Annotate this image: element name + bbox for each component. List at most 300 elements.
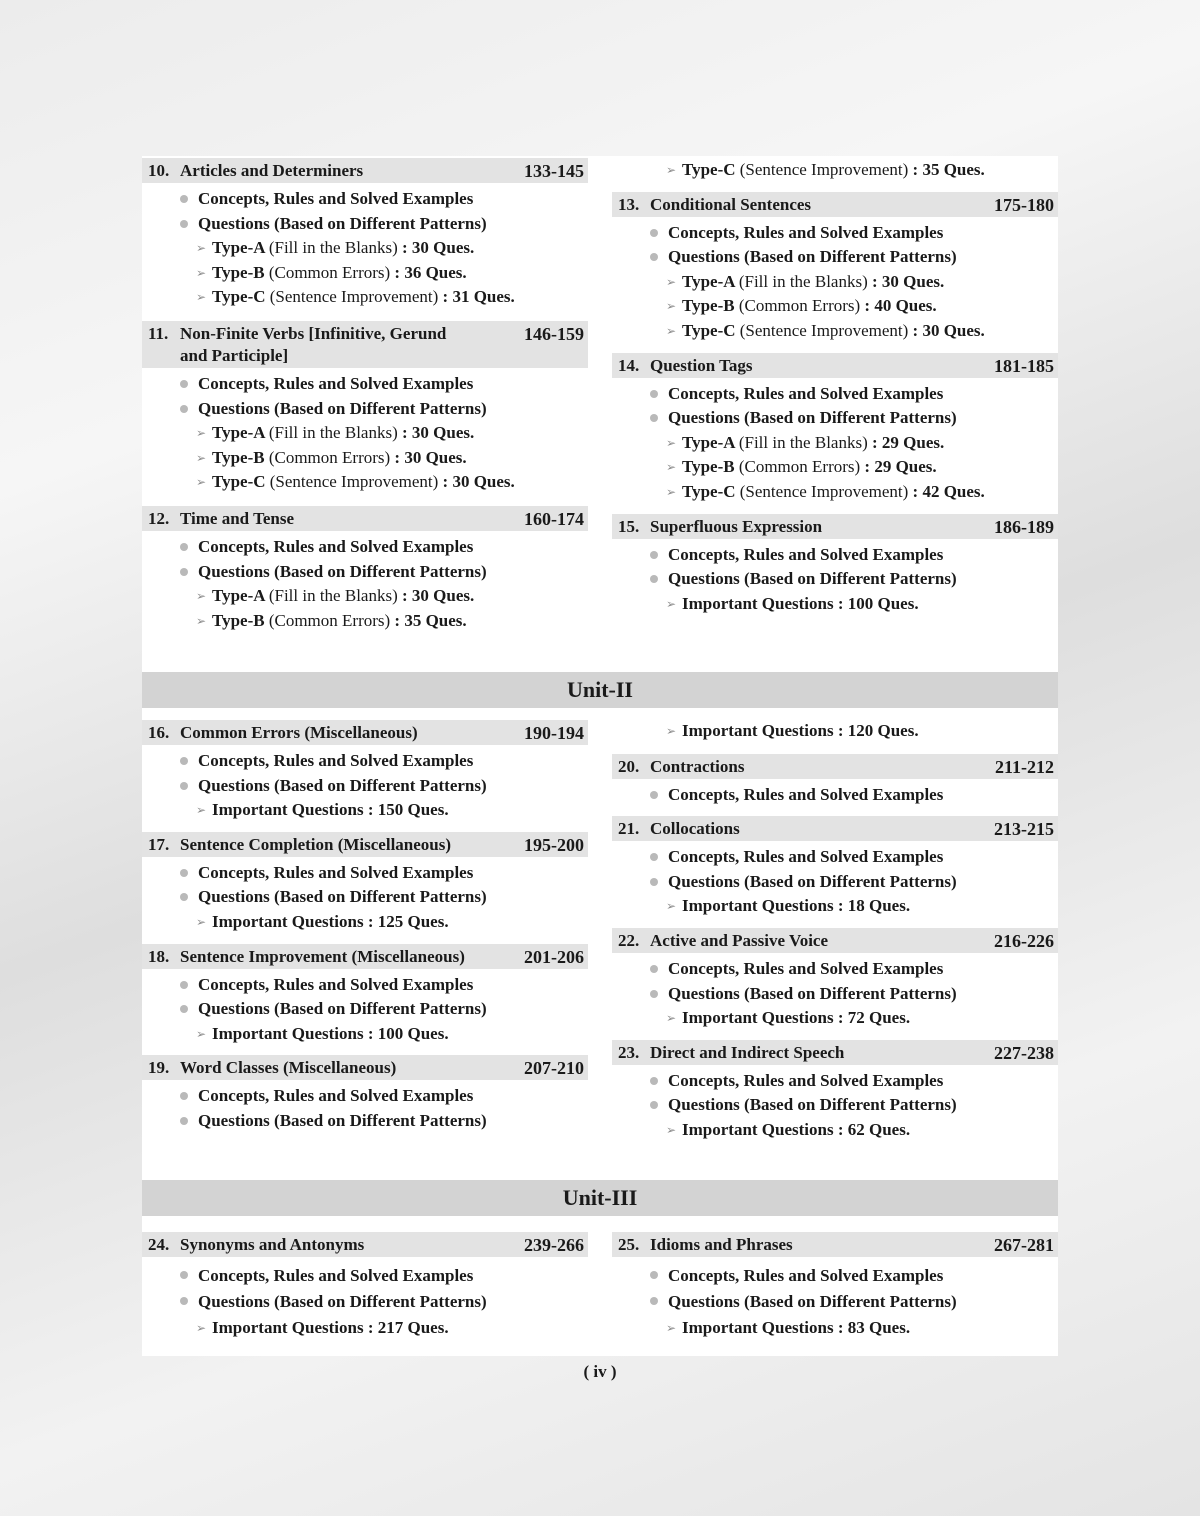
chapter-pages: 146-159 [524, 323, 584, 344]
list-item [612, 567, 1058, 592]
chapter-title: Articles and Determiners [180, 161, 364, 180]
type-desc: (Sentence Improvement) [739, 160, 909, 179]
item-text: Questions (Based on Different Patterns) [668, 247, 957, 267]
sub-item [142, 798, 588, 823]
item-text: Concepts, Rules and Solved Examples [668, 544, 944, 564]
chapter-title: Contractions [650, 756, 745, 776]
chapter-title: Time and Tense [180, 508, 295, 528]
chapter-23[interactable] [612, 1040, 1058, 1143]
bullet-icon [180, 405, 188, 413]
chapter-items [612, 953, 1058, 1031]
page-number: ( iv ) [583, 1362, 617, 1381]
type-count: : 30 Ques. [867, 271, 945, 291]
list-item [612, 870, 1058, 895]
chapter-header[interactable] [142, 158, 588, 183]
arrow-icon: ➢ [666, 323, 677, 338]
chapter-pages: 216-226 [994, 930, 1054, 951]
list-item [612, 1069, 1058, 1094]
bullet-icon [180, 893, 188, 901]
type-count: : 30 Ques. [908, 320, 985, 340]
sub-item-continued [612, 719, 1058, 744]
type-desc: (Sentence Improvement) [269, 287, 439, 307]
type-label: Type-C [212, 472, 266, 492]
type-count: : 29 Ques. [860, 457, 937, 477]
sub-item [142, 236, 588, 261]
chapter-header[interactable] [612, 514, 1058, 539]
important-questions: Important Questions : 100 Ques. [212, 1023, 449, 1043]
sub-item [612, 455, 1058, 480]
item-text: Questions (Based on Different Patterns) [668, 1292, 957, 1311]
bullet-icon [650, 1101, 658, 1109]
item-text: Questions (Based on Different Patterns) [198, 213, 487, 233]
arrow-icon: ➢ [196, 613, 207, 628]
type-label: Type-B [212, 610, 265, 630]
chapter-pages: 267-281 [994, 1235, 1054, 1255]
chapter-number: 15. [618, 516, 640, 536]
list-item [612, 1263, 1058, 1289]
chapter-header[interactable] [142, 1055, 588, 1080]
type-label: Type-B [682, 296, 735, 316]
list-item [612, 1289, 1058, 1315]
bullet-icon [180, 1005, 188, 1013]
list-item [612, 382, 1058, 407]
type-label: Type-C [682, 320, 736, 340]
arrow-icon: ➢ [666, 299, 677, 314]
item-text: Questions (Based on Different Patterns) [198, 999, 487, 1019]
chapter-items [142, 857, 588, 935]
chapter-header[interactable] [612, 816, 1058, 841]
type-label: Type-A [212, 238, 265, 258]
chapter-header[interactable] [142, 720, 588, 745]
list-item [142, 1289, 588, 1315]
type-label: Type-A [682, 432, 735, 452]
list-item [612, 543, 1058, 568]
sub-item [612, 480, 1058, 505]
bullet-icon [650, 551, 658, 559]
chapter-title: Superfluous Expression [650, 516, 823, 536]
arrow-icon: ➢ [666, 163, 677, 177]
bullet-icon [650, 965, 658, 973]
bullet-icon [180, 869, 188, 877]
chapter-header[interactable] [612, 754, 1058, 779]
right-column [612, 719, 1058, 1143]
unit-iii-heading: Unit-III [142, 1180, 1058, 1216]
sub-item [612, 319, 1058, 344]
chapter-items [612, 1065, 1058, 1143]
unit-ii-panel [142, 708, 1058, 1180]
bullet-icon [650, 390, 658, 398]
chapter-title: Question Tags [650, 355, 753, 375]
sub-item [142, 446, 588, 471]
chapter-pages: 195-200 [524, 834, 584, 855]
chapter-items [142, 531, 588, 633]
important-questions: Important Questions : 120 Ques. [682, 721, 919, 740]
chapter-items [612, 841, 1058, 919]
chapter-title: Sentence Improvement (Miscellaneous) [180, 946, 465, 966]
chapter-header[interactable] [142, 944, 588, 969]
chapter-pages: 175-180 [994, 194, 1054, 215]
type-desc: (Fill in the Blanks) [738, 271, 868, 291]
type-desc: (Fill in the Blanks) [268, 586, 398, 606]
chapter-title: Non-Finite Verbs [Infinitive, Gerund and Participle] [180, 323, 447, 365]
chapter-title: Direct and Indirect Speech [650, 1042, 845, 1062]
chapter-header[interactable] [142, 1232, 588, 1257]
arrow-icon: ➢ [196, 1321, 207, 1335]
bullet-icon [180, 1297, 188, 1305]
type-label: Type-B [682, 457, 735, 477]
arrow-icon: ➢ [196, 803, 207, 818]
bullet-icon [180, 1271, 188, 1279]
sub-item [142, 1022, 588, 1047]
left-column [142, 720, 588, 1134]
chapter-header[interactable] [142, 506, 588, 531]
type-count: : 30 Ques. [390, 447, 467, 467]
item-text: Concepts, Rules and Solved Examples [198, 189, 474, 208]
item-text: Questions (Based on Different Patterns) [668, 569, 957, 589]
type-desc: (Common Errors) [268, 262, 391, 282]
chapter-number: 13. [618, 194, 640, 214]
arrow-icon: ➢ [196, 426, 207, 441]
list-item [142, 749, 588, 774]
chapter-20[interactable] [612, 754, 1058, 808]
bullet-icon [650, 878, 658, 886]
chapter-header[interactable] [142, 832, 588, 857]
chapter-header[interactable] [612, 353, 1058, 378]
chapter-items [612, 378, 1058, 505]
chapter-pages: 181-185 [994, 355, 1054, 376]
type-label: Type-B [212, 262, 265, 282]
unit-ii-heading: Unit-II [142, 672, 1058, 708]
chapter-21[interactable] [612, 816, 1058, 919]
important-questions: Important Questions : 83 Ques. [682, 1318, 911, 1337]
type-desc: (Common Errors) [738, 457, 861, 477]
item-text: Concepts, Rules and Solved Examples [198, 1266, 474, 1285]
list-item [142, 861, 588, 886]
type-count: : 35 Ques. [908, 160, 985, 179]
unit-iii-panel [142, 1216, 1058, 1356]
item-text: Questions (Based on Different Patterns) [668, 871, 957, 891]
sub-item [612, 592, 1058, 617]
type-count: : 30 Ques. [397, 423, 475, 443]
chapter-number: 10. [148, 161, 170, 180]
chapter-14[interactable] [612, 353, 1058, 505]
chapter-number: 19. [148, 1058, 170, 1078]
list-item [142, 1109, 588, 1134]
unit-i-panel [142, 156, 1058, 672]
important-questions: Important Questions : 100 Ques. [682, 593, 919, 613]
bullet-icon [180, 1092, 188, 1100]
chapter-pages: 133-145 [524, 161, 584, 181]
chapter-number: 21. [618, 819, 640, 839]
chapter-15[interactable] [612, 514, 1058, 617]
arrow-icon: ➢ [196, 241, 207, 256]
chapter-items [612, 217, 1058, 344]
chapter-header[interactable] [612, 928, 1058, 953]
chapter-10[interactable] [142, 158, 588, 310]
bullet-icon [180, 782, 188, 790]
type-label: Type-C [682, 481, 736, 501]
bullet-icon [650, 414, 658, 422]
sub-item [142, 470, 588, 495]
list-item [142, 885, 588, 910]
item-text: Questions (Based on Different Patterns) [198, 775, 487, 795]
arrow-icon: ➢ [196, 450, 207, 465]
type-count: : 35 Ques. [390, 610, 467, 630]
sub-item [142, 910, 588, 935]
important-questions: Important Questions : 18 Ques. [682, 896, 911, 916]
bullet-icon [180, 543, 188, 551]
sub-item [142, 261, 588, 286]
item-text: Questions (Based on Different Patterns) [198, 398, 487, 418]
arrow-icon: ➢ [666, 596, 677, 611]
sub-item [612, 270, 1058, 295]
sub-item [142, 584, 588, 609]
list-item [612, 245, 1058, 270]
type-label: Type-C [682, 160, 736, 179]
chapter-items [142, 969, 588, 1047]
bullet-icon [180, 757, 188, 765]
chapter-number: 14. [618, 355, 640, 375]
type-label: Type-C [212, 287, 266, 307]
chapter-17[interactable] [142, 832, 588, 935]
chapter-18[interactable] [142, 944, 588, 1047]
arrow-icon: ➢ [666, 460, 677, 475]
sub-item [142, 609, 588, 634]
bullet-icon [180, 380, 188, 388]
chapter-pages: 190-194 [524, 723, 584, 743]
type-count: : 40 Ques. [860, 296, 937, 316]
type-desc: (Fill in the Blanks) [268, 423, 398, 443]
chapter-pages: 213-215 [994, 819, 1054, 840]
list-item [612, 1093, 1058, 1118]
list-item [142, 973, 588, 998]
type-desc: (Common Errors) [268, 610, 391, 630]
arrow-icon: ➢ [666, 1122, 677, 1137]
list-item [612, 982, 1058, 1007]
chapter-pages: 239-266 [524, 1235, 584, 1255]
item-text: Questions (Based on Different Patterns) [198, 1292, 487, 1311]
chapter-number: 16. [148, 723, 170, 742]
bullet-icon [180, 981, 188, 989]
right-column [612, 158, 1058, 616]
important-questions: Important Questions : 72 Ques. [682, 1008, 911, 1028]
list-item [612, 406, 1058, 431]
chapter-number: 20. [618, 756, 640, 776]
type-count: : 31 Ques. [438, 287, 515, 307]
sub-item [142, 421, 588, 446]
type-desc: (Common Errors) [738, 296, 861, 316]
chapter-header[interactable] [142, 321, 588, 368]
chapter-pages: 227-238 [994, 1042, 1054, 1063]
item-text: Concepts, Rules and Solved Examples [198, 862, 474, 882]
bullet-icon [650, 853, 658, 861]
item-text: Concepts, Rules and Solved Examples [198, 974, 474, 994]
bullet-icon [650, 253, 658, 261]
bullet-icon [180, 220, 188, 228]
sub-item-continued [612, 158, 1058, 183]
chapter-items [612, 539, 1058, 617]
important-questions: Important Questions : 62 Ques. [682, 1119, 911, 1139]
arrow-icon: ➢ [666, 899, 677, 914]
chapter-16[interactable] [142, 720, 588, 823]
list-item [142, 187, 588, 212]
item-text: Concepts, Rules and Solved Examples [198, 536, 474, 556]
chapter-19[interactable] [142, 1055, 588, 1133]
bullet-icon [180, 1117, 188, 1125]
chapter-number: 23. [618, 1042, 640, 1062]
type-count: : 36 Ques. [390, 262, 467, 282]
bullet-icon [650, 575, 658, 583]
type-count: : 29 Ques. [867, 432, 945, 452]
arrow-icon: ➢ [666, 724, 677, 738]
chapter-items [612, 779, 1058, 808]
sub-item [142, 285, 588, 310]
item-text: Questions (Based on Different Patterns) [198, 561, 487, 581]
chapter-title: Idioms and Phrases [650, 1235, 793, 1254]
type-desc: (Fill in the Blanks) [268, 238, 398, 258]
chapter-number: 17. [148, 834, 170, 854]
chapter-title: Common Errors (Miscellaneous) [180, 723, 418, 742]
bullet-icon [650, 1271, 658, 1279]
important-questions: Important Questions : 217 Ques. [212, 1318, 449, 1337]
chapter-title: Conditional Sentences [650, 194, 812, 214]
arrow-icon: ➢ [666, 1011, 677, 1026]
list-item [142, 774, 588, 799]
list-item [612, 957, 1058, 982]
sub-item [612, 894, 1058, 919]
list-item [142, 397, 588, 422]
item-text: Questions (Based on Different Patterns) [668, 1095, 957, 1115]
chapter-pages: 186-189 [994, 516, 1054, 537]
type-count: : 30 Ques. [397, 238, 475, 258]
type-count: : 30 Ques. [438, 472, 515, 492]
type-count: : 42 Ques. [908, 481, 985, 501]
item-text: Questions (Based on Different Patterns) [198, 887, 487, 907]
sub-item [612, 1006, 1058, 1031]
arrow-icon: ➢ [196, 475, 207, 490]
item-text: Concepts, Rules and Solved Examples [668, 958, 944, 978]
chapter-12[interactable] [142, 506, 588, 633]
list-item [612, 783, 1058, 808]
chapter-number: 18. [148, 946, 170, 966]
arrow-icon: ➢ [196, 589, 207, 604]
arrow-icon: ➢ [196, 1026, 207, 1041]
item-text: Concepts, Rules and Solved Examples [668, 784, 944, 804]
item-text: Concepts, Rules and Solved Examples [668, 1266, 944, 1285]
important-questions: Important Questions : 125 Ques. [212, 911, 449, 931]
arrow-icon: ➢ [196, 290, 207, 305]
type-desc: (Fill in the Blanks) [738, 432, 868, 452]
item-text: Questions (Based on Different Patterns) [198, 1110, 487, 1130]
bullet-icon [180, 568, 188, 576]
item-text: Concepts, Rules and Solved Examples [668, 383, 944, 403]
chapter-11[interactable] [142, 321, 588, 495]
item-text: Concepts, Rules and Solved Examples [668, 847, 944, 867]
chapter-items [142, 1257, 588, 1341]
chapter-number: 24. [148, 1235, 170, 1254]
chapter-13[interactable] [612, 192, 1058, 344]
type-label: Type-A [212, 423, 265, 443]
chapter-22[interactable] [612, 928, 1058, 1031]
sub-item [612, 1118, 1058, 1143]
arrow-icon: ➢ [666, 484, 677, 499]
chapter-items [142, 183, 588, 310]
list-item [612, 221, 1058, 246]
arrow-icon: ➢ [666, 1321, 677, 1335]
chapter-title: Active and Passive Voice [650, 930, 829, 950]
chapter-items [142, 368, 588, 495]
left-column [142, 158, 588, 633]
item-text: Concepts, Rules and Solved Examples [198, 751, 474, 770]
list-item [612, 845, 1058, 870]
left-column [142, 1232, 588, 1341]
type-label: Type-A [682, 271, 735, 291]
type-desc: (Sentence Improvement) [269, 472, 439, 492]
chapter-items [142, 745, 588, 823]
bullet-icon [180, 195, 188, 203]
chapter-title: Collocations [650, 819, 740, 839]
list-item [142, 1084, 588, 1109]
item-text: Concepts, Rules and Solved Examples [668, 222, 944, 242]
important-questions: Important Questions : 150 Ques. [212, 800, 449, 820]
item-text: Questions (Based on Different Patterns) [668, 983, 957, 1003]
bullet-icon [650, 791, 658, 799]
chapter-header[interactable] [612, 1232, 1058, 1257]
sub-item [142, 1315, 588, 1341]
chapter-pages: 207-210 [524, 1058, 584, 1079]
chapter-number: 12. [148, 508, 170, 528]
list-item [142, 212, 588, 237]
arrow-icon: ➢ [666, 274, 677, 289]
arrow-icon: ➢ [196, 265, 207, 280]
type-label: Type-A [212, 586, 265, 606]
sub-item [612, 1315, 1058, 1341]
list-item [142, 535, 588, 560]
chapter-header[interactable] [612, 192, 1058, 217]
chapter-items [142, 1080, 588, 1133]
chapter-title: Synonyms and Antonyms [180, 1235, 365, 1254]
list-item [142, 997, 588, 1022]
chapter-header[interactable] [612, 1040, 1058, 1065]
chapter-pages: 211-212 [994, 756, 1054, 777]
list-item [142, 372, 588, 397]
sub-item [612, 294, 1058, 319]
bullet-icon [650, 1297, 658, 1305]
item-text: Concepts, Rules and Solved Examples [198, 373, 474, 393]
type-desc: (Common Errors) [268, 447, 391, 467]
type-count: : 30 Ques. [397, 586, 475, 606]
chapter-25[interactable] [612, 1232, 1058, 1341]
item-text: Concepts, Rules and Solved Examples [198, 1086, 474, 1106]
chapter-items [612, 1257, 1058, 1341]
list-item [142, 1263, 588, 1289]
item-text: Questions (Based on Different Patterns) [668, 408, 957, 428]
chapter-title: Word Classes (Miscellaneous) [180, 1058, 397, 1078]
bullet-icon [650, 1077, 658, 1085]
sub-item [612, 431, 1058, 456]
chapter-number: 22. [618, 930, 640, 950]
chapter-title: Sentence Completion (Miscellaneous) [180, 834, 452, 854]
chapter-number: 25. [618, 1235, 640, 1254]
arrow-icon: ➢ [196, 914, 207, 929]
bullet-icon [650, 229, 658, 237]
chapter-24[interactable] [142, 1232, 588, 1341]
right-column [612, 1232, 1058, 1341]
type-label: Type-B [212, 447, 265, 467]
type-desc: (Sentence Improvement) [739, 320, 909, 340]
bullet-icon [650, 990, 658, 998]
item-text: Concepts, Rules and Solved Examples [668, 1070, 944, 1090]
